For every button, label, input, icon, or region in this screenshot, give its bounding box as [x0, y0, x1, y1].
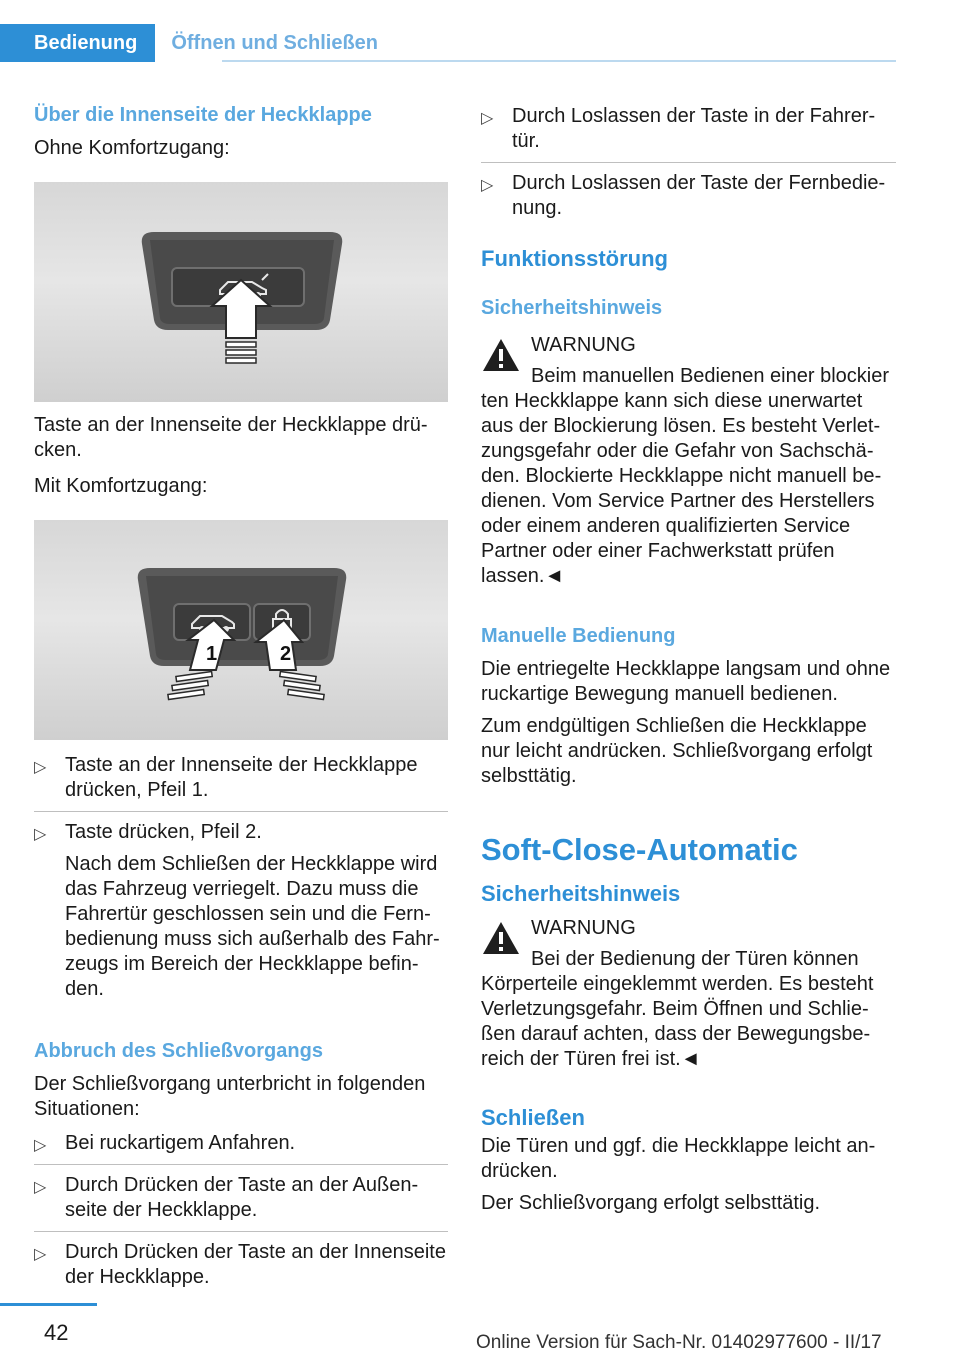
header-divider — [222, 60, 896, 62]
triangle-bullet-icon: ▷ — [34, 1179, 47, 1196]
triangle-bullet-icon: ▷ — [34, 1246, 47, 1263]
separator — [481, 162, 896, 163]
footer-version: Online Version für Sach-Nr. 01402977600 - II/17 — [476, 1332, 882, 1353]
heading-manual-operation: Manuelle Bedienung — [481, 625, 676, 647]
warning-block-1 — [481, 333, 896, 589]
tailgate-button-illustration — [34, 182, 448, 402]
separator — [34, 1164, 448, 1165]
heading-malfunction: Funktionsstörung — [481, 246, 668, 271]
text-press-button: Taste an der Innenseite der Heckklappe drücken. — [34, 414, 428, 461]
warning-label: WARNUNG — [531, 334, 636, 356]
separator — [34, 1231, 448, 1232]
list-item: ▷ Durch Loslassen der Taste in der Fahrertür. — [481, 105, 876, 152]
warning-text-first-line: Beim manuellen Bedienen einer blockier — [531, 365, 889, 387]
warning-text: ten Heckklappe kann sich diese unerwartet aus der Blockierung lösen. Es besteht Verletzungsgefahr oder die Gefahr von Sachschäden. Blockierte Heckklappe nicht manuell bedienen. Vom Service Partner des Herstellers oder einem anderen qualifizierten Service Partner oder einer Fachwerkstatt prüfen lassen.◄ — [481, 390, 882, 587]
figure-tailgate-buttons-double — [34, 520, 448, 740]
page-number: 42 — [44, 1320, 69, 1345]
text-with-comfort: Mit Komfortzugang: — [34, 475, 208, 497]
text-close-2: Der Schließvorgang erfolgt selbsttätig. — [481, 1192, 821, 1214]
list-item: ▷ Durch Loslassen der Taste der Fernbedienung. — [481, 172, 886, 219]
bullet-list-abort-cont — [481, 104, 896, 221]
header-tabs — [0, 24, 896, 62]
warning-label: WARNUNG — [531, 917, 636, 939]
tab-bedienung[interactable]: Bedienung — [0, 24, 155, 62]
heading-abort: Abbruch des Schließvorgangs — [34, 1040, 323, 1062]
text-abort-intro: Der Schließvorgang unterbricht in folgenden Situationen: — [34, 1073, 426, 1120]
list-item: ▷ Taste drücken, Pfeil 2. Nach dem Schließen der Heckklappe wird das Fahrzeug verriegelt. Dazu muss die Fahrertür geschlossen sein und die Fernbedienung muss sich außerhalb des Fahrzeugs im Bereich der Heckklappe befinden. — [34, 820, 448, 1002]
list-item: ▷ Bei ruckartigem Anfahren. — [34, 1131, 448, 1156]
bullet-list-steps — [34, 753, 448, 1002]
heading-inside-tailgate: Über die Innenseite der Heckklappe — [34, 104, 372, 126]
heading-soft-close: Soft-Close-Automatic — [481, 832, 798, 867]
heading-close: Schließen — [481, 1105, 585, 1130]
tailgate-two-buttons-illustration — [34, 520, 448, 740]
footer-divider — [0, 1303, 97, 1306]
triangle-bullet-icon: ▷ — [481, 177, 494, 194]
text-close-1: Die Türen und ggf. die Heckklappe leicht andrücken. — [481, 1135, 876, 1182]
heading-safety-2: Sicherheitshinweis — [481, 881, 681, 906]
triangle-bullet-icon: ▷ — [481, 110, 494, 127]
bullet-list-abort — [34, 1131, 448, 1290]
text-manual-1: Die entriegelte Heckklappe langsam und ohne ruckartige Bewegung manuell bedienen. — [481, 658, 891, 705]
arrow-label-1: 1 — [206, 643, 218, 665]
triangle-bullet-icon: ▷ — [34, 1137, 47, 1154]
warning-text-first-line: Bei der Bedienung der Türen können — [531, 948, 859, 970]
tab-section[interactable]: Öffnen und Schließen — [171, 31, 379, 54]
warning-triangle-icon — [481, 337, 521, 373]
list-item: ▷ Durch Drücken der Taste an der Innenseite der Heckklappe. — [34, 1241, 446, 1288]
arrow-label-2: 2 — [280, 643, 292, 665]
figure-tailgate-button-single — [34, 182, 448, 402]
warning-text: Körperteile eingeklemmt werden. Es besteht Verletzungsgefahr. Beim Öffnen und Schließen darauf achten, dass der Bewegungsbereich der Türen frei ist.◄ — [481, 973, 874, 1070]
left-column — [34, 100, 448, 1290]
warning-block-2 — [481, 916, 896, 1072]
warning-triangle-icon — [481, 920, 521, 956]
triangle-bullet-icon: ▷ — [34, 759, 47, 776]
separator — [34, 811, 448, 812]
heading-safety-1: Sicherheitshinweis — [481, 297, 663, 319]
list-item: ▷ Taste an der Innenseite der Heckklappe drücken, Pfeil 1. — [34, 754, 418, 801]
triangle-bullet-icon: ▷ — [34, 826, 47, 843]
text-without-comfort: Ohne Komfortzugang: — [34, 137, 230, 159]
list-item: ▷ Durch Drücken der Taste an der Außenseite der Heckklappe. — [34, 1174, 419, 1221]
right-column — [481, 100, 896, 1216]
text-manual-2: Zum endgültigen Schließen die Heckklappe nur leicht andrücken. Schließvorgang erfolgt selbsttätig. — [481, 715, 873, 787]
text-lock-detail: Nach dem Schließen der Heckklappe wird das Fahrzeug verriegelt. Dazu muss die Fahrertür geschlossen sein und die Fernbedienung muss sich außerhalb des Fahrzeugs im Bereich der Heckklappe befinden. — [65, 853, 440, 1000]
